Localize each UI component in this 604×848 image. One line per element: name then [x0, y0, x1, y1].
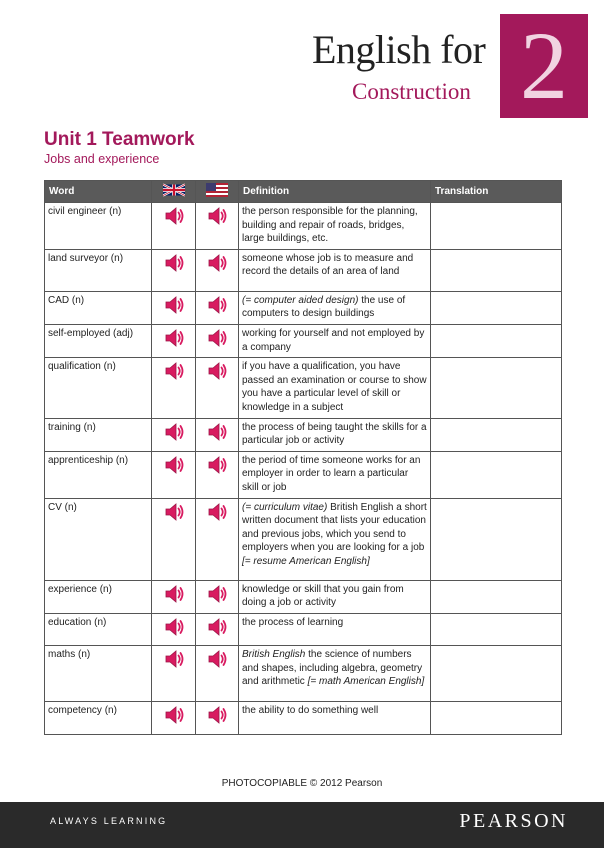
uk-audio-cell	[152, 613, 196, 646]
uk-speaker-icon[interactable]	[163, 205, 185, 232]
us-audio-cell	[196, 358, 239, 418]
uk-speaker-icon[interactable]	[163, 583, 185, 610]
us-speaker-icon[interactable]	[206, 583, 228, 610]
table-row	[45, 646, 562, 702]
us-speaker-icon[interactable]	[206, 205, 228, 232]
word-cell: land surveyor (n)	[45, 249, 152, 291]
us-audio-cell	[196, 249, 239, 291]
word-cell: experience (n)	[45, 580, 152, 613]
us-speaker-icon[interactable]	[206, 252, 228, 279]
translation-cell[interactable]	[431, 358, 562, 418]
definition-text: knowledge or skill that you gain from doing a job or activity	[242, 583, 404, 609]
definition-cell	[239, 702, 431, 735]
uk-speaker-icon[interactable]	[163, 616, 185, 643]
translation-cell[interactable]	[431, 646, 562, 702]
uk-audio-cell	[152, 646, 196, 702]
translation-cell[interactable]	[431, 613, 562, 646]
definition-text: the ability to do something well	[242, 705, 379, 717]
word-cell: self-employed (adj)	[45, 324, 152, 357]
us-speaker-icon[interactable]	[206, 616, 228, 643]
uk-audio-cell	[152, 324, 196, 357]
word-cell: CV (n)	[45, 498, 152, 580]
uk-speaker-icon[interactable]	[163, 704, 185, 731]
definition-text: if you have a qualification, you have passed an examination or course to show you have a particular level of skill or knowledge in a subject	[242, 361, 427, 413]
definition-text: the person responsible for the planning, building and repair of roads, bridges, large buildings, etc.	[242, 206, 418, 245]
definition-text: the process of being taught the skills for a particular job or activity	[242, 421, 427, 447]
uk-audio-cell	[152, 358, 196, 418]
word-cell: training (n)	[45, 418, 152, 451]
unit-title: Unit 1 Teamwork	[44, 129, 195, 150]
us-speaker-icon[interactable]	[206, 501, 228, 528]
column-header-word: Word	[45, 181, 152, 203]
word-cell: education (n)	[45, 613, 152, 646]
definition-cell	[239, 249, 431, 291]
word-cell: civil engineer (n)	[45, 203, 152, 250]
us-flag-icon	[206, 183, 228, 200]
table-row	[45, 324, 562, 357]
uk-speaker-icon[interactable]	[163, 648, 185, 675]
definition-cell	[239, 613, 431, 646]
uk-speaker-icon[interactable]	[163, 294, 185, 321]
definition-note: (= curriculum vitae)	[242, 501, 328, 513]
copyright-notice: PHOTOCOPIABLE © 2012 Pearson	[221, 778, 383, 789]
definition-text: the science of numbers and shapes, including algebra, geometry and arithmetic	[242, 649, 423, 688]
unit-subtitle: Jobs and experience	[44, 152, 160, 166]
uk-audio-cell	[152, 451, 196, 498]
table-row	[45, 580, 562, 613]
definition-cell	[239, 358, 431, 418]
definition-cell	[239, 646, 431, 702]
us-speaker-icon[interactable]	[206, 294, 228, 321]
translation-cell[interactable]	[431, 580, 562, 613]
table-row	[45, 702, 562, 735]
translation-cell[interactable]	[431, 249, 562, 291]
table-header-row	[45, 181, 562, 203]
definition-cell	[239, 580, 431, 613]
pearson-logo: PEARSON	[459, 810, 568, 832]
word-cell: qualification (n)	[45, 358, 152, 418]
footer-bar	[0, 802, 604, 848]
column-header-translation: Translation	[431, 181, 562, 203]
us-audio-cell	[196, 498, 239, 580]
uk-speaker-icon[interactable]	[163, 327, 185, 354]
definition-cell	[239, 324, 431, 357]
us-audio-cell	[196, 203, 239, 250]
word-cell: maths (n)	[45, 646, 152, 702]
translation-cell[interactable]	[431, 418, 562, 451]
level-badge: 2	[500, 14, 588, 118]
definition-text: working for yourself and not employed by a company	[242, 327, 425, 353]
uk-speaker-icon[interactable]	[163, 454, 185, 481]
uk-audio-cell	[152, 249, 196, 291]
table-row	[45, 291, 562, 324]
word-cell: competency (n)	[45, 702, 152, 735]
us-audio-cell	[196, 646, 239, 702]
table-row	[45, 249, 562, 291]
uk-audio-cell	[152, 580, 196, 613]
definition-cell	[239, 418, 431, 451]
table-row	[45, 498, 562, 580]
us-speaker-icon[interactable]	[206, 421, 228, 448]
us-speaker-icon[interactable]	[206, 454, 228, 481]
uk-speaker-icon[interactable]	[163, 360, 185, 387]
column-header-uk	[152, 181, 196, 203]
definition-text: British English a short written document that lists your education and previous jobs, which you send to employers when you are looking for a job	[242, 501, 427, 554]
translation-cell[interactable]	[431, 702, 562, 735]
definition-cell	[239, 203, 431, 250]
table-row	[45, 358, 562, 418]
definition-note: British English	[242, 649, 306, 661]
definition-note: [= math American English]	[307, 676, 425, 688]
us-speaker-icon[interactable]	[206, 648, 228, 675]
table-row	[45, 203, 562, 250]
book-title: English for	[312, 27, 486, 72]
definition-note: [= resume American English]	[242, 555, 370, 567]
definition-cell	[239, 498, 431, 580]
us-speaker-icon[interactable]	[206, 327, 228, 354]
us-audio-cell	[196, 580, 239, 613]
us-audio-cell	[196, 702, 239, 735]
column-header-definition: Definition	[239, 181, 431, 203]
us-speaker-icon[interactable]	[206, 360, 228, 387]
uk-speaker-icon[interactable]	[163, 421, 185, 448]
book-subtitle: Construction	[352, 79, 471, 104]
table-row	[45, 613, 562, 646]
table-row	[45, 451, 562, 498]
definition-text: the period of time someone works for an employer in order to learn a particular skill or job	[242, 454, 421, 493]
uk-audio-cell	[152, 498, 196, 580]
definition-text: the use of computers to design buildings	[242, 294, 406, 320]
uk-audio-cell	[152, 418, 196, 451]
translation-cell[interactable]	[431, 203, 562, 250]
word-cell: apprenticeship (n)	[45, 451, 152, 498]
us-speaker-icon[interactable]	[206, 704, 228, 731]
definition-cell	[239, 451, 431, 498]
translation-cell[interactable]	[431, 498, 562, 580]
us-audio-cell	[196, 451, 239, 498]
always-learning-tagline: ALWAYS LEARNING	[50, 816, 168, 826]
us-audio-cell	[196, 291, 239, 324]
column-header-us	[196, 181, 239, 203]
definition-note: (= computer aided design)	[242, 294, 359, 306]
vocabulary-table	[44, 180, 562, 735]
us-audio-cell	[196, 324, 239, 357]
table-row	[45, 418, 562, 451]
word-cell: CAD (n)	[45, 291, 152, 324]
definition-text: someone whose job is to measure and record the details of an area of land	[242, 252, 414, 278]
uk-flag-icon	[163, 183, 185, 200]
uk-audio-cell	[152, 702, 196, 735]
us-audio-cell	[196, 613, 239, 646]
translation-cell[interactable]	[431, 324, 562, 357]
uk-audio-cell	[152, 203, 196, 250]
us-audio-cell	[196, 418, 239, 451]
uk-audio-cell	[152, 291, 196, 324]
uk-speaker-icon[interactable]	[163, 501, 185, 528]
definition-cell	[239, 291, 431, 324]
definition-text: the process of learning	[242, 616, 344, 628]
uk-speaker-icon[interactable]	[163, 252, 185, 279]
translation-cell[interactable]	[431, 291, 562, 324]
translation-cell[interactable]	[431, 451, 562, 498]
